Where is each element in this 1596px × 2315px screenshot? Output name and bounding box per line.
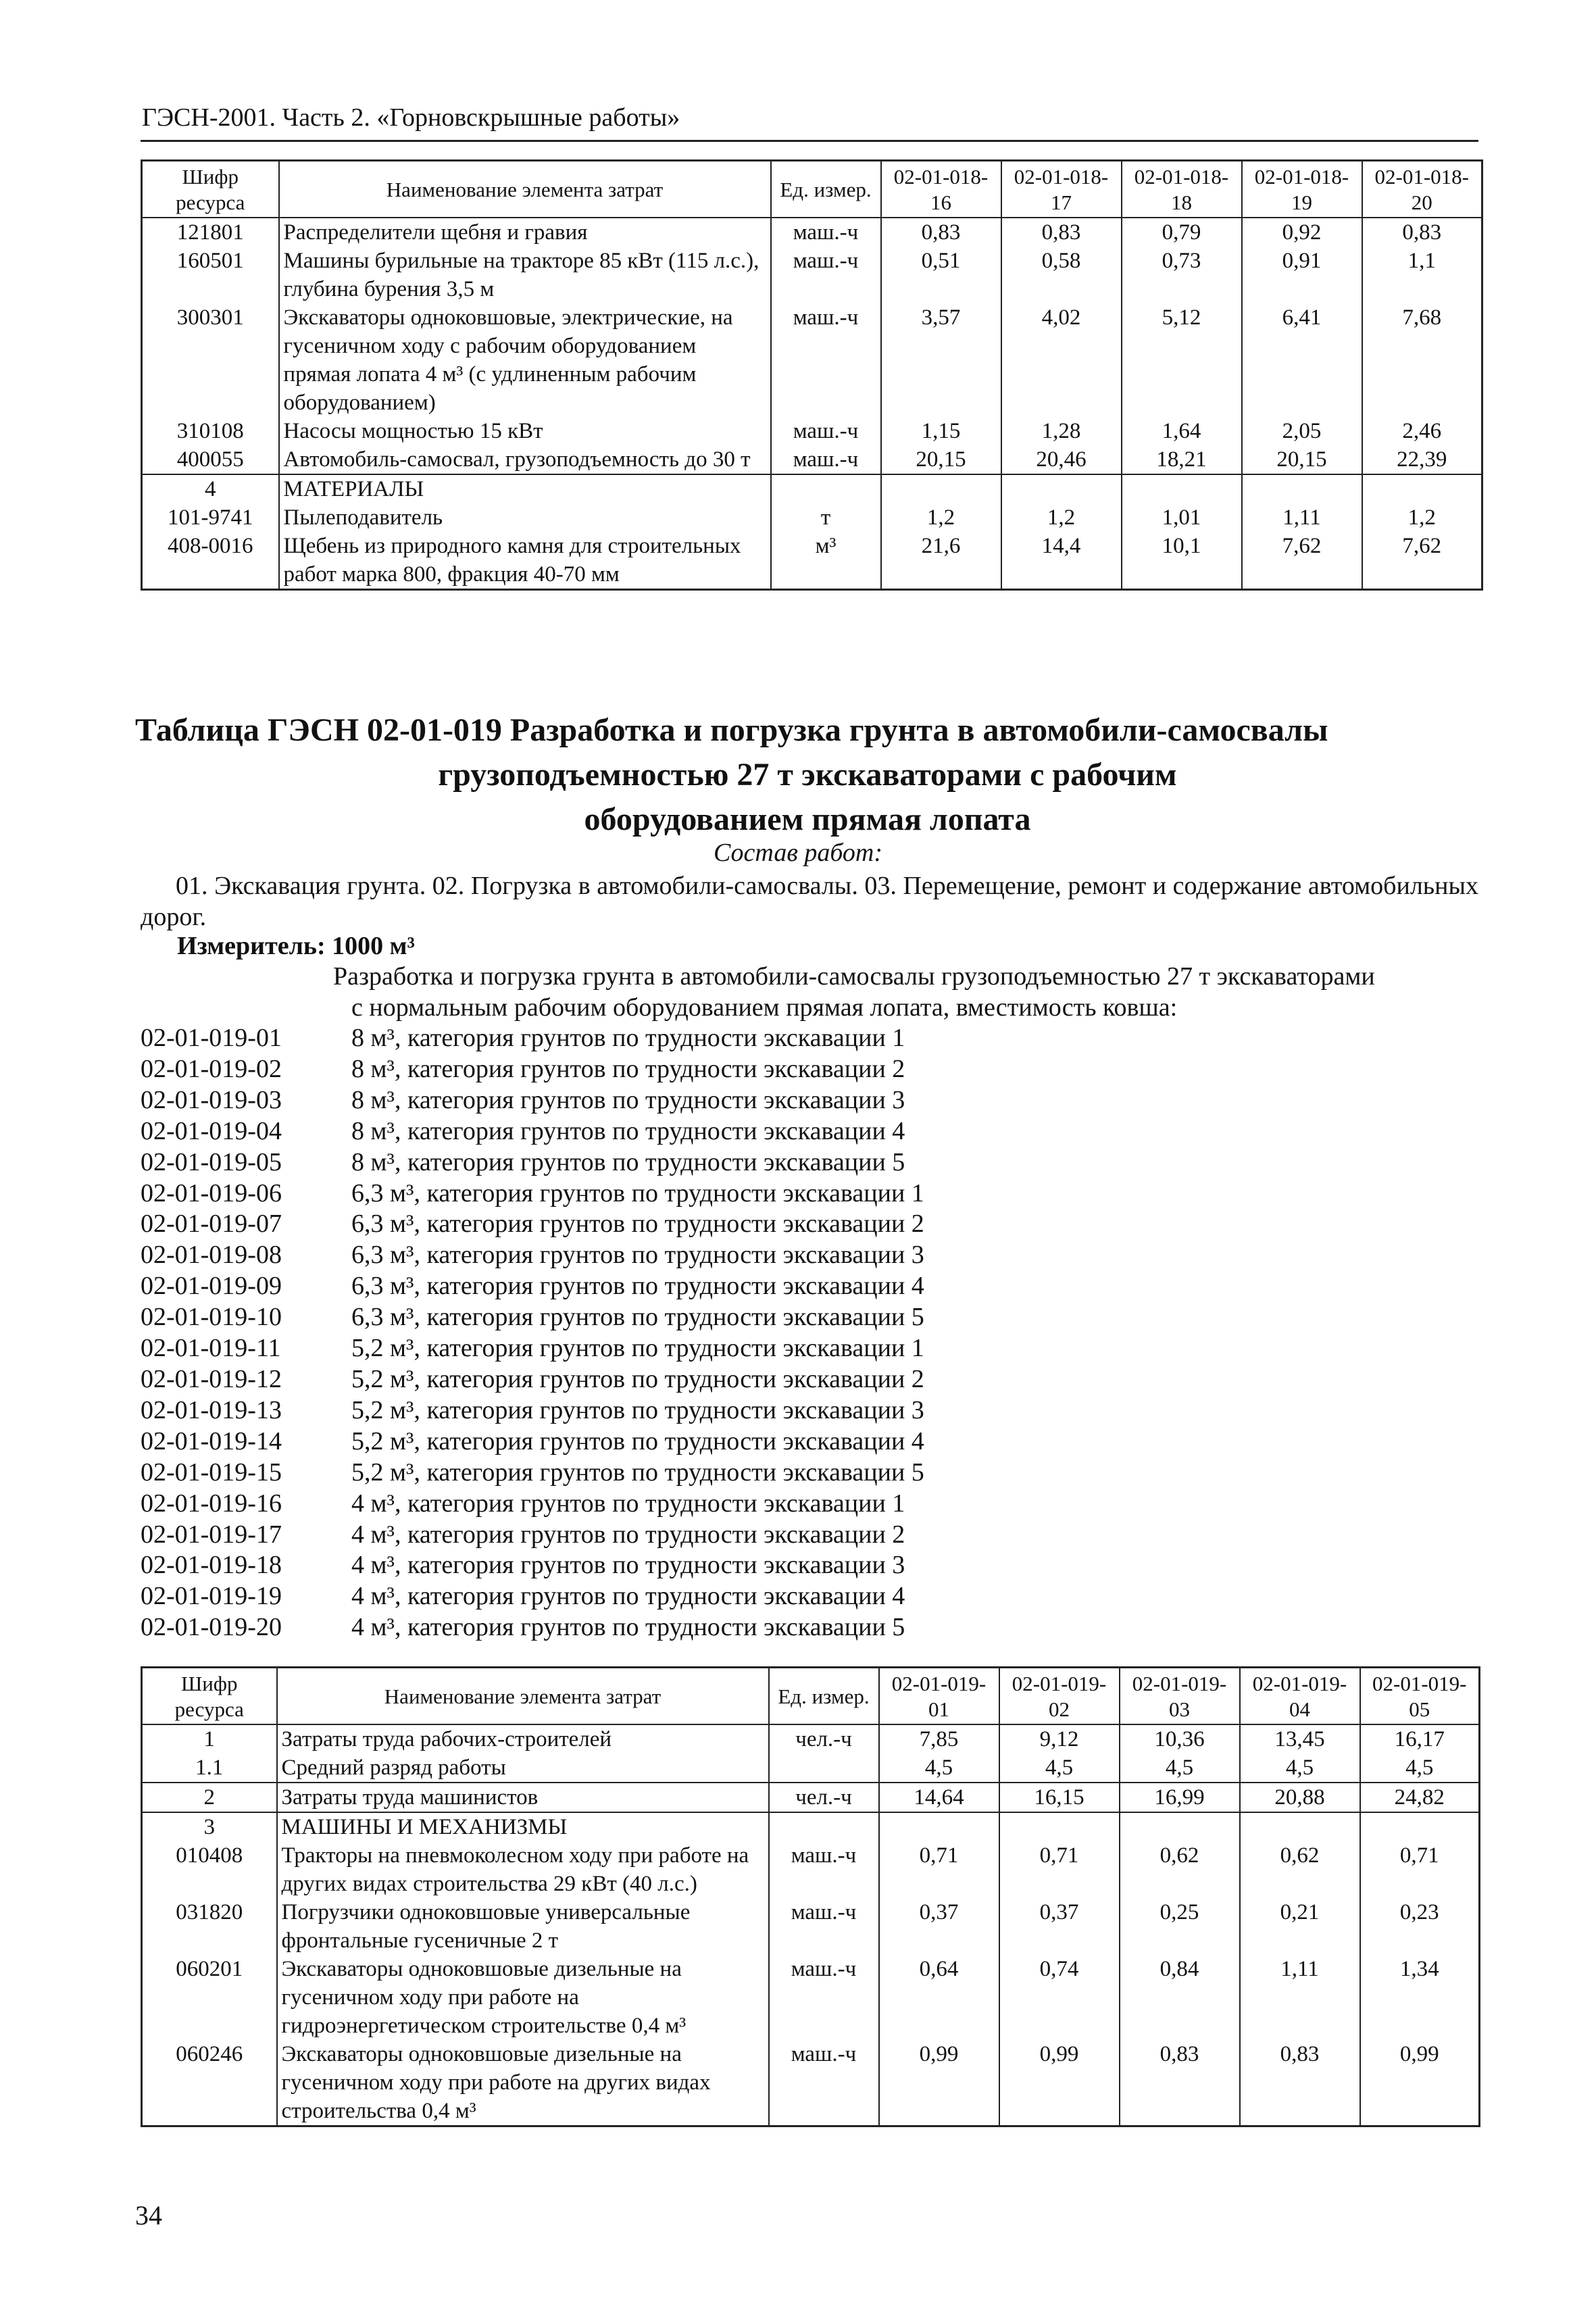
- item-text: 8 м³, категория грунтов по трудности экскавации 1: [351, 1024, 905, 1052]
- row-value: 0,25: [1120, 1898, 1240, 1955]
- row-value: 0,71: [999, 1841, 1120, 1898]
- item-text: 8 м³, категория грунтов по трудности экскавации 2: [351, 1054, 905, 1083]
- row-value: 4,5: [1240, 1753, 1360, 1783]
- row-value: 20,46: [1001, 445, 1122, 474]
- row-unit: т: [771, 503, 881, 532]
- row-value: 5,12: [1122, 303, 1242, 417]
- header-col: 02-01-018-16: [881, 161, 1001, 218]
- row-code: 031820: [142, 1898, 277, 1955]
- row-unit: маш.-ч: [769, 1955, 879, 2040]
- row-value: 7,62: [1362, 532, 1482, 590]
- row-value: 20,15: [1242, 445, 1362, 474]
- title-line: грузоподъемностью 27 т экскаваторами с рабочим: [438, 757, 1177, 793]
- row-value: 0,23: [1360, 1898, 1480, 1955]
- item-code: 02-01-019-02: [141, 1054, 282, 1083]
- row-unit: маш.-ч: [771, 247, 881, 303]
- row-name: Машины бурильные на тракторе 85 кВт (115 л.с.), глубина бурения 3,5 м: [279, 247, 771, 303]
- row-value: 1,11: [1240, 1955, 1360, 2040]
- intro-line: Разработка и погрузка грунта в автомобили-самосвалы грузоподъемностью 27 т экскаваторами: [333, 962, 1375, 991]
- row-code: 400055: [142, 445, 279, 474]
- table-row: [142, 1955, 1480, 2040]
- table-row: [142, 218, 1482, 247]
- row-code: 121801: [142, 218, 279, 247]
- row-value: 0,83: [881, 218, 1001, 247]
- row-name: Погрузчики одноковшовые универсальные фронтальные гусеничные 2 т: [277, 1898, 769, 1955]
- row-name: Средний разряд работы: [277, 1753, 769, 1783]
- table-header-row: [142, 1668, 1480, 1725]
- row-value: 0,71: [879, 1841, 999, 1898]
- row-value: 0,92: [1242, 218, 1362, 247]
- row-value: 0,73: [1122, 247, 1242, 303]
- item-text: 5,2 м³, категория грунтов по трудности экскавации 4: [351, 1426, 924, 1455]
- row-name: Распределители щебня и гравия: [279, 218, 771, 247]
- row-value: 16,99: [1120, 1783, 1240, 1812]
- row-value: 0,83: [1362, 218, 1482, 247]
- header-col: 02-01-018-17: [1001, 161, 1122, 218]
- header-rule: [141, 140, 1478, 142]
- items-intro: [333, 961, 1482, 1023]
- row-value: 0,58: [1001, 247, 1122, 303]
- row-value: 18,21: [1122, 445, 1242, 474]
- list-item: [141, 1116, 924, 1147]
- item-code: 02-01-019-07: [141, 1210, 282, 1239]
- item-code: 02-01-019-03: [141, 1085, 282, 1114]
- item-code: 02-01-019-08: [141, 1241, 282, 1270]
- list-item: [141, 1581, 924, 1612]
- table-row: [142, 1753, 1480, 1783]
- row-value: 0,84: [1120, 1955, 1240, 2040]
- row-value: 0,21: [1240, 1898, 1360, 1955]
- item-code: 02-01-019-06: [141, 1178, 282, 1208]
- row-code: 1: [142, 1724, 277, 1753]
- row-value: 1,28: [1001, 417, 1122, 445]
- row-value: 0,51: [881, 247, 1001, 303]
- row-name: Пылеподавитель: [279, 503, 771, 532]
- row-value: 16,15: [999, 1783, 1120, 1812]
- row-value: 24,82: [1360, 1783, 1480, 1812]
- page-number: 34: [135, 2200, 162, 2231]
- item-code: 02-01-019-04: [141, 1116, 282, 1145]
- row-unit: маш.-ч: [771, 445, 881, 474]
- header-col: 02-01-018-20: [1362, 161, 1482, 218]
- row-value: 22,39: [1362, 445, 1482, 474]
- item-text: 5,2 м³, категория грунтов по трудности экскавации 2: [351, 1364, 924, 1393]
- header-unit: Ед. измер.: [769, 1668, 879, 1725]
- table-row: [142, 247, 1482, 303]
- list-item: [141, 1364, 924, 1395]
- item-text: 6,3 м³, категория грунтов по трудности экскавации 2: [351, 1210, 924, 1239]
- row-code: 160501: [142, 247, 279, 303]
- item-text: 5,2 м³, категория грунтов по трудности экскавации 1: [351, 1334, 924, 1363]
- row-value: 4,5: [1360, 1753, 1480, 1783]
- item-code: 02-01-019-09: [141, 1272, 282, 1301]
- item-text: 4 м³, категория грунтов по трудности экскавации 5: [351, 1613, 905, 1642]
- row-unit: чел.-ч: [769, 1783, 879, 1812]
- row-value: 1,11: [1242, 503, 1362, 532]
- row-value: 0,99: [879, 2040, 999, 2126]
- header-col: 02-01-019-04: [1240, 1668, 1360, 1725]
- header-name: Наименование элемента затрат: [277, 1668, 769, 1725]
- row-value: 14,64: [879, 1783, 999, 1812]
- row-value: 4,5: [1120, 1753, 1240, 1783]
- row-value: 7,62: [1242, 532, 1362, 590]
- item-text: 4 м³, категория грунтов по трудности экскавации 2: [351, 1520, 905, 1549]
- row-value: 0,91: [1242, 247, 1362, 303]
- row-code: 1.1: [142, 1753, 277, 1783]
- row-unit: маш.-ч: [769, 1898, 879, 1955]
- row-value: 0,62: [1120, 1841, 1240, 1898]
- row-value: 4,02: [1001, 303, 1122, 417]
- row-value: 21,6: [881, 532, 1001, 590]
- item-text: 8 м³, категория грунтов по трудности экскавации 4: [351, 1116, 905, 1145]
- list-item: [141, 1426, 924, 1458]
- list-item: [141, 1178, 924, 1210]
- table-row: [142, 532, 1482, 590]
- table-title: [135, 708, 1480, 842]
- row-code: 060246: [142, 2040, 277, 2126]
- item-text: 6,3 м³, категория грунтов по трудности экскавации 4: [351, 1272, 924, 1301]
- table-row: [142, 1898, 1480, 1955]
- item-text: 8 м³, категория грунтов по трудности экскавации 5: [351, 1147, 905, 1176]
- row-code: 010408: [142, 1841, 277, 1898]
- list-item: [141, 1209, 924, 1240]
- item-text: 4 м³, категория грунтов по трудности экскавации 1: [351, 1489, 905, 1518]
- row-value: 10,1: [1122, 532, 1242, 590]
- title-line: Таблица ГЭСН 02-01-019 Разработка и погрузка грунта в автомобили-самосвалы: [135, 712, 1328, 748]
- measure-unit: [177, 931, 415, 961]
- row-code: 4: [142, 474, 279, 503]
- item-text: 6,3 м³, категория грунтов по трудности экскавации 1: [351, 1178, 924, 1208]
- list-item: [141, 1489, 924, 1520]
- item-code: 02-01-019-16: [141, 1489, 282, 1518]
- row-value: 4,5: [999, 1753, 1120, 1783]
- row-value: 4,5: [879, 1753, 999, 1783]
- item-code: 02-01-019-19: [141, 1582, 282, 1611]
- row-unit: маш.-ч: [769, 1841, 879, 1898]
- row-value: 0,99: [1360, 2040, 1480, 2126]
- row-unit: [769, 1753, 879, 1783]
- row-code: 310108: [142, 417, 279, 445]
- row-value: 0,74: [999, 1955, 1120, 2040]
- row-value: 0,83: [1120, 2040, 1240, 2126]
- list-item: [141, 1271, 924, 1302]
- list-item: [141, 1520, 924, 1551]
- header-col: 02-01-018-18: [1122, 161, 1242, 218]
- list-item: [141, 1458, 924, 1489]
- work-composition: [141, 870, 1478, 932]
- row-code: 3: [142, 1812, 277, 1841]
- list-item: [141, 1550, 924, 1581]
- row-value: 0,37: [879, 1898, 999, 1955]
- header-col: 02-01-019-03: [1120, 1668, 1240, 1725]
- row-unit: маш.-ч: [771, 417, 881, 445]
- row-value: 1,2: [881, 503, 1001, 532]
- table-row: [142, 1783, 1480, 1812]
- row-value: 0,64: [879, 1955, 999, 2040]
- item-code: 02-01-019-05: [141, 1147, 282, 1176]
- measure-value: 1000 м³: [332, 932, 415, 960]
- header-col: 02-01-019-01: [879, 1668, 999, 1725]
- norm-items-list: [141, 1023, 924, 1643]
- section-title: МАТЕРИАЛЫ: [279, 474, 771, 503]
- resource-table-018: [141, 159, 1483, 591]
- section-title: МАШИНЫ И МЕХАНИЗМЫ: [277, 1812, 769, 1841]
- item-text: 5,2 м³, категория грунтов по трудности экскавации 5: [351, 1458, 924, 1487]
- row-name: Экскаваторы одноковшовые, электрические, на гусеничном ходу с рабочим оборудованием прямая лопата 4 м³ (с удлиненным рабочим оборудованием): [279, 303, 771, 417]
- list-item: [141, 1395, 924, 1426]
- row-value: 0,83: [1240, 2040, 1360, 2126]
- row-value: 2,05: [1242, 417, 1362, 445]
- row-value: 0,62: [1240, 1841, 1360, 1898]
- item-text: 6,3 м³, категория грунтов по трудности экскавации 3: [351, 1241, 924, 1270]
- row-value: 2,46: [1362, 417, 1482, 445]
- row-unit: маш.-ч: [771, 303, 881, 417]
- item-text: 4 м³, категория грунтов по трудности экскавации 3: [351, 1551, 905, 1580]
- item-text: 6,3 м³, категория грунтов по трудности экскавации 5: [351, 1303, 924, 1332]
- row-value: 0,71: [1360, 1841, 1480, 1898]
- table-section-row: [142, 474, 1482, 503]
- list-item: [141, 1333, 924, 1364]
- row-value: 0,37: [999, 1898, 1120, 1955]
- item-code: 02-01-019-14: [141, 1426, 282, 1455]
- item-code: 02-01-019-10: [141, 1303, 282, 1332]
- row-value: 20,88: [1240, 1783, 1360, 1812]
- row-name: Щебень из природного камня для строительных работ марка 800, фракция 40-70 мм: [279, 532, 771, 590]
- item-text: 8 м³, категория грунтов по трудности экскавации 3: [351, 1085, 905, 1114]
- table-row: [142, 417, 1482, 445]
- table-row: [142, 2040, 1480, 2126]
- table-row: [142, 1724, 1480, 1753]
- resource-table-019: [141, 1666, 1480, 2127]
- list-item: [141, 1240, 924, 1271]
- row-name: Экскаваторы одноковшовые дизельные на гусеничном ходу при работе на других видах строительства 0,4 м³: [277, 2040, 769, 2126]
- work-composition-label: Состав работ:: [713, 839, 883, 867]
- row-unit: маш.-ч: [771, 218, 881, 247]
- item-text: 5,2 м³, категория грунтов по трудности экскавации 3: [351, 1395, 924, 1424]
- row-value: 0,83: [1001, 218, 1122, 247]
- header-code: Шифр ресурса: [142, 1668, 277, 1725]
- list-item: [141, 1147, 924, 1178]
- row-value: 1,1: [1362, 247, 1482, 303]
- header-name: Наименование элемента затрат: [279, 161, 771, 218]
- row-value: 1,01: [1122, 503, 1242, 532]
- table-row: [142, 503, 1482, 532]
- item-code: 02-01-019-15: [141, 1458, 282, 1487]
- row-value: 1,64: [1122, 417, 1242, 445]
- row-value: 20,15: [881, 445, 1001, 474]
- intro-line: с нормальным рабочим оборудованием прямая лопата, вместимость ковша:: [351, 993, 1178, 1022]
- row-unit: маш.-ч: [769, 2040, 879, 2126]
- list-item: [141, 1023, 924, 1054]
- row-value: 14,4: [1001, 532, 1122, 590]
- row-value: 13,45: [1240, 1724, 1360, 1753]
- row-name: Тракторы на пневмоколесном ходу при работе на других видах строительства 29 кВт (40 л.с.): [277, 1841, 769, 1898]
- row-name: Автомобиль-самосвал, грузоподъемность до 30 т: [279, 445, 771, 474]
- row-code: 300301: [142, 303, 279, 417]
- row-value: 10,36: [1120, 1724, 1240, 1753]
- row-value: 3,57: [881, 303, 1001, 417]
- header-col: 02-01-019-05: [1360, 1668, 1480, 1725]
- row-value: 0,99: [999, 2040, 1120, 2126]
- row-unit: чел.-ч: [769, 1724, 879, 1753]
- row-value: 16,17: [1360, 1724, 1480, 1753]
- header-col: 02-01-019-02: [999, 1668, 1120, 1725]
- row-code: 2: [142, 1783, 277, 1812]
- table-row: [142, 445, 1482, 474]
- measure-label: Измеритель:: [177, 932, 326, 960]
- table-header-row: [142, 161, 1482, 218]
- row-code: 060201: [142, 1955, 277, 2040]
- list-item: [141, 1085, 924, 1116]
- item-text: 4 м³, категория грунтов по трудности экскавации 4: [351, 1582, 905, 1611]
- item-code: 02-01-019-17: [141, 1520, 282, 1549]
- row-value: 1,15: [881, 417, 1001, 445]
- table-row: [142, 1841, 1480, 1898]
- item-code: 02-01-019-11: [141, 1334, 281, 1363]
- header-code: Шифр ресурса: [142, 161, 279, 218]
- header-unit: Ед. измер.: [771, 161, 881, 218]
- row-name: Затраты труда машинистов: [277, 1783, 769, 1812]
- row-value: 7,68: [1362, 303, 1482, 417]
- row-value: 9,12: [999, 1724, 1120, 1753]
- row-value: 1,2: [1001, 503, 1122, 532]
- row-code: 408-0016: [142, 532, 279, 590]
- title-line: оборудованием прямая лопата: [584, 801, 1031, 837]
- list-item: [141, 1054, 924, 1085]
- row-name: Затраты труда рабочих-строителей: [277, 1724, 769, 1753]
- row-name: Экскаваторы одноковшовые дизельные на гусеничном ходу при работе на гидроэнергетическом строительстве 0,4 м³: [277, 1955, 769, 2040]
- list-item: [141, 1612, 924, 1643]
- list-item: [141, 1302, 924, 1333]
- row-value: 1,2: [1362, 503, 1482, 532]
- row-value: 7,85: [879, 1724, 999, 1753]
- item-code: 02-01-019-20: [141, 1613, 282, 1642]
- item-code: 02-01-019-12: [141, 1364, 282, 1393]
- table-row: [142, 303, 1482, 417]
- table-section-row: [142, 1812, 1480, 1841]
- row-unit: м³: [771, 532, 881, 590]
- row-code: 101-9741: [142, 503, 279, 532]
- header-col: 02-01-018-19: [1242, 161, 1362, 218]
- item-code: 02-01-019-01: [141, 1024, 282, 1052]
- page-header: ГЭСН-2001. Часть 2. «Горновскрышные работы»: [142, 103, 680, 132]
- row-value: 0,79: [1122, 218, 1242, 247]
- row-value: 1,34: [1360, 1955, 1480, 2040]
- work-composition-text: 01. Экскавация грунта. 02. Погрузка в автомобили-самосвалы. 03. Перемещение, ремонт и содержание автомобильных дорог.: [141, 872, 1478, 931]
- row-value: 6,41: [1242, 303, 1362, 417]
- row-name: Насосы мощностью 15 кВт: [279, 417, 771, 445]
- item-code: 02-01-019-13: [141, 1395, 282, 1424]
- item-code: 02-01-019-18: [141, 1551, 282, 1580]
